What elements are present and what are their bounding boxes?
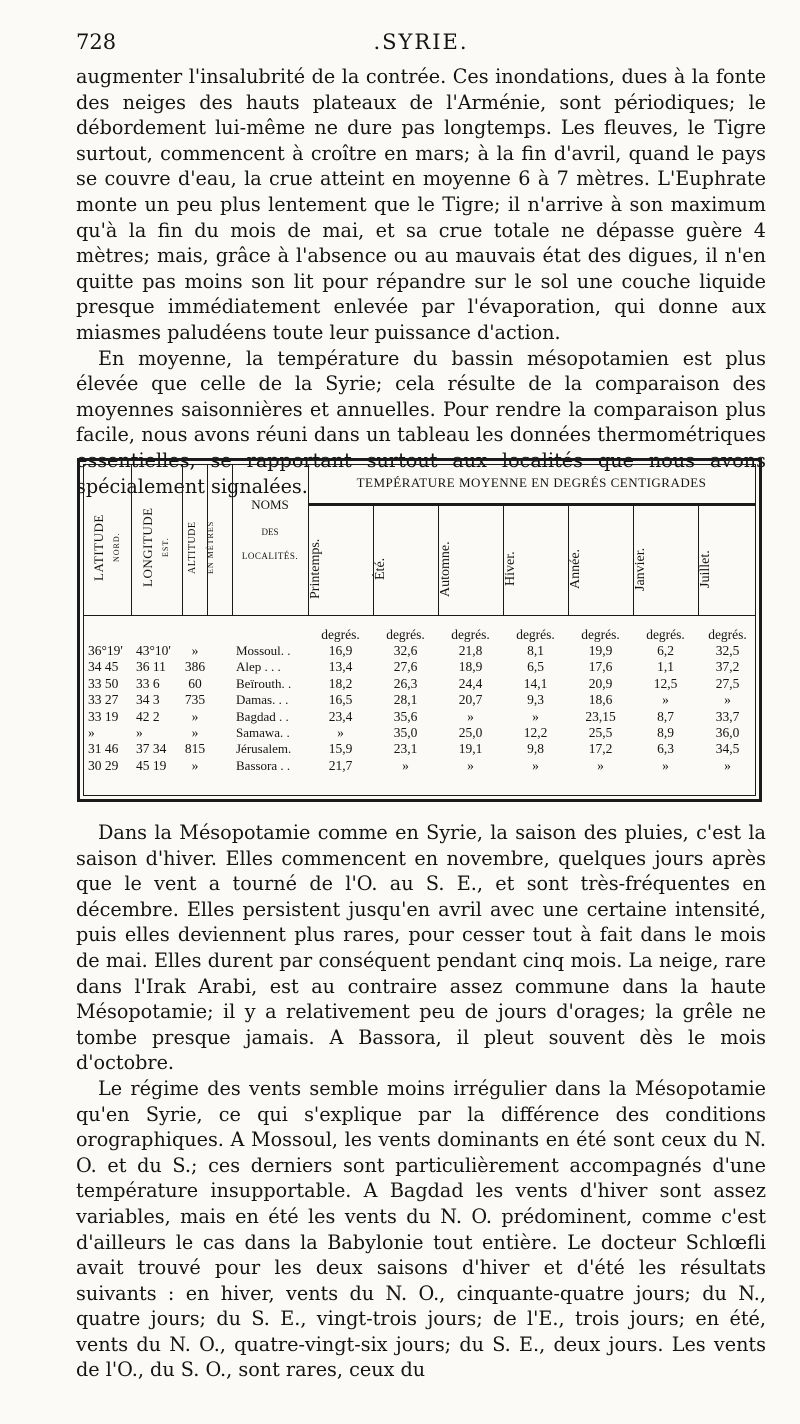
table-cell: 24,4 (458, 675, 483, 691)
column-divider (131, 465, 132, 615)
table-cell: 12,5 (653, 675, 678, 691)
unit-label: degrés. (708, 627, 747, 642)
table-cell: 17,2 (588, 741, 613, 757)
table-cell: » (191, 725, 199, 740)
table-cell: 18,2 (328, 675, 353, 691)
table-cell: 16,5 (328, 692, 353, 708)
table-cell: 386 (184, 659, 206, 675)
unit-label: degrés. (386, 627, 425, 642)
table-cell: » (402, 757, 409, 773)
table-cell: 33 50 (88, 675, 119, 691)
table-cell: » (337, 725, 344, 740)
season-header-summer: Été. (373, 557, 388, 581)
table-cell: 9,8 (527, 741, 544, 757)
table-cell: » (88, 725, 95, 740)
table-cell: » (191, 643, 199, 658)
table-cell: 28,1 (393, 692, 418, 708)
table-cell: 19,9 (588, 643, 613, 658)
table-cell: » (136, 725, 143, 740)
unit-label: degrés. (516, 627, 555, 642)
table-cell: 45 19 (136, 757, 167, 773)
table-cell: 27,6 (393, 659, 418, 675)
table-cell: 33 6 (136, 675, 160, 691)
table-cell: Jérusalem. (236, 741, 292, 757)
group-title: TEMPÉRATURE MOYENNE EN DEGRÉS CENTIGRADES (356, 475, 707, 490)
table-cell: 43°10' (136, 643, 171, 658)
table-cell: 23,1 (393, 741, 418, 757)
table-cell: 33 19 (88, 708, 119, 724)
table-cell: 36°19' (88, 643, 123, 658)
body-text-bottom (76, 820, 766, 1383)
group-rule (308, 503, 755, 506)
running-title: .SYRIE. (373, 30, 469, 54)
table-cell: 23,15 (585, 708, 616, 724)
table-cell: 8,1 (527, 643, 544, 658)
latitude-header: LATITUDE NORD. (91, 514, 121, 581)
table-cell: Beïrouth. . (236, 675, 292, 691)
table-cell: 6,2 (657, 643, 674, 658)
table-cell: 8,9 (657, 725, 674, 740)
table-cell: 6,5 (527, 659, 544, 675)
table-cell: 26,3 (393, 675, 418, 691)
table-cell: 36,0 (715, 725, 740, 740)
paragraph: augmenter l'insalubrité de la contrée. Ces inondations, dues à la fonte des neiges des hauts plateaux de l'Arménie, sont périodiques; le débordement lui-même ne dure pas longtemps. Les fleuves, le Tigre surtout, commencent à croître en mars; à la fin d'avril, quand le pays se couvre d'eau, la crue atteint en moyenne 6 à 7 mètres. L'Euphrate monte un peu plus lentement que le Tigre; il n'arrive à son maximum qu'à la fin du mois de mai, et sa crue totale ne dépasse guère 4 mètres; mais, grâce à l'absence ou au mauvais état des digues, il n'en quitte pas moins son lit pour répandre sur le sol une couche liquide presque immédiatement enlevée par l'évaporation, qui donne aux miasmes paludéens toute leur puissance d'action. (76, 65, 766, 344)
column-divider (182, 465, 183, 615)
table-cell: 19,1 (458, 741, 483, 757)
altitude-header: ALTITUDE EN MÈTRES (187, 520, 215, 575)
unit-label: degrés. (581, 627, 620, 642)
unit-row (84, 627, 755, 643)
table-cell: 14,1 (523, 675, 548, 691)
table-cell: 815 (184, 741, 206, 757)
table-cell: Alep . . . (236, 659, 281, 675)
table-cell: » (724, 757, 731, 773)
table-cell: 9,3 (527, 692, 544, 708)
table-cell: 60 (188, 675, 202, 691)
season-header-january: Janvier. (633, 547, 648, 591)
table-cell: 34 45 (88, 659, 119, 675)
body-text-top (76, 64, 766, 499)
longitude-header: LONGITUDE EST. (140, 507, 170, 588)
table-cell: 35,6 (393, 708, 418, 724)
header-rule (84, 615, 755, 616)
table-cell: 25,5 (588, 725, 613, 740)
table-cell: 15,9 (328, 741, 353, 757)
unit-label: degrés. (451, 627, 490, 642)
table-cell: 34,5 (715, 741, 740, 757)
table-cell: Samawa. . (236, 725, 290, 740)
table-cell: » (467, 757, 474, 773)
table-cell: 16,9 (328, 643, 353, 658)
table-cell: 35,0 (393, 725, 418, 740)
table-cell: 12,2 (523, 725, 548, 740)
paragraph: Le régime des vents semble moins irrégulier dans la Mésopotamie qu'en Syrie, ce qui s'explique par la différence des conditions orographiques. A Mossoul, les vents dominants en été sont ceux du N. O. et du S.; ces derniers sont particulièrement accompagnés d'une température insupportable. A Bagdad les vents d'hiver sont assez variables, mais en été les vents du N. O. prédominent, comme c'est d'ailleurs le cas dans la Babylonie tout entière. Le docteur Schlœfli avait trouvé pour les deux saisons d'hiver et d'été les résultats suivants : en hiver, vents du N. O., cinquante-quatre jours; du N., quatre jours; du S. E., vingt-trois jours; de l'E., trois jours; en été, vents du N. O., quatre-vingt-six jours; du S. E., deux jours. Les vents de l'O., du S. O., sont rares, ceux du (76, 1076, 766, 1382)
table-cell: » (662, 692, 669, 708)
table-cell: » (191, 708, 199, 724)
temperature-table (77, 458, 762, 802)
season-header-year: Année. (568, 548, 583, 590)
table-cell: 25,0 (458, 725, 483, 740)
table-cell: 33,7 (715, 708, 740, 724)
season-header-autumn: Automne. (438, 541, 453, 597)
table-cell: » (532, 757, 539, 773)
table-cell: 8,7 (657, 708, 674, 724)
table-cell: 20,9 (588, 675, 613, 691)
table-cell: 31 46 (88, 741, 119, 757)
table-cell: » (191, 757, 199, 773)
table-cell: 32,6 (393, 643, 418, 658)
table-cell: Damas. . . (236, 692, 289, 708)
table-cell: » (597, 757, 604, 773)
table-cell: 23,4 (328, 708, 353, 724)
table-cell: 13,4 (328, 659, 353, 675)
table-cell: 42 2 (136, 708, 160, 724)
table-cell: 17,6 (588, 659, 613, 675)
table-cell: Bassora . . (236, 757, 291, 773)
page-header (76, 30, 766, 56)
table-cell: » (532, 708, 539, 724)
table-cell: 20,7 (458, 692, 483, 708)
unit-label: degrés. (646, 627, 685, 642)
table-cell: 6,3 (657, 741, 674, 757)
table-cell: 21,8 (458, 643, 483, 658)
page-number: 728 (76, 30, 117, 54)
table-cell: 18,9 (458, 659, 483, 675)
season-header-winter: Hiver. (503, 551, 518, 587)
table-cell: 37,2 (715, 659, 740, 675)
table-cell: Bagdad . . (236, 708, 289, 724)
table-cell: 34 3 (136, 692, 160, 708)
table-cell: 36 11 (136, 659, 166, 675)
unit-label: degrés. (321, 627, 360, 642)
table-cell: » (724, 692, 731, 708)
season-header-july: Juillet. (698, 550, 713, 588)
table-cell: » (467, 708, 474, 724)
table-cell: 32,5 (715, 643, 740, 658)
table-cell: 1,1 (657, 659, 674, 675)
table-cell: 735 (184, 692, 206, 708)
table-cell: » (662, 757, 669, 773)
table-cell: 18,6 (588, 692, 613, 708)
paragraph: Dans la Mésopotamie comme en Syrie, la saison des pluies, c'est la saison d'hiver. Elles commencent en novembre, quelques jours après que le vent a tourné de l'O. au S. E., et sont très-fréquentes en décembre. Elles persistent jusqu'en avril avec une certaine intensité, puis elles deviennent plus rares, pour cesser tout à fait dans le mois de mai. Elles durent par conséquent pendant cinq mois. La neige, rare dans l'Irak Arabi, est au contraire assez commune dans la haute Mésopotamie; il y a relativement peu de jours d'orages; la grêle ne tombe presque jamais. A Bassora, il pleut souvent dès le mois d'octobre. (76, 821, 766, 1075)
table-cell: 30 29 (88, 757, 119, 773)
season-header-spring: Printemps. (308, 538, 323, 600)
table-cell: 21,7 (328, 757, 353, 773)
table-cell: 33 27 (88, 692, 119, 708)
table-cell: 27,5 (715, 675, 740, 691)
table-frame (83, 464, 756, 796)
names-header: NOMS DES LOCALITÉS. (241, 497, 299, 561)
paragraph: En moyenne, la température du bassin mésopotamien est plus élevée que celle de la Syrie; cela résulte de la comparaison des moyennes saisonnières et annuelles. Pour rendre la comparaison plus facile, nous avons réuni dans un tableau les données thermométriques essentielles, se rapportant surtout aux localités que nous avons spécialement signalées. (76, 346, 766, 498)
table-cell: Mossoul. . (236, 643, 291, 658)
table-cell: 37 34 (136, 741, 167, 757)
